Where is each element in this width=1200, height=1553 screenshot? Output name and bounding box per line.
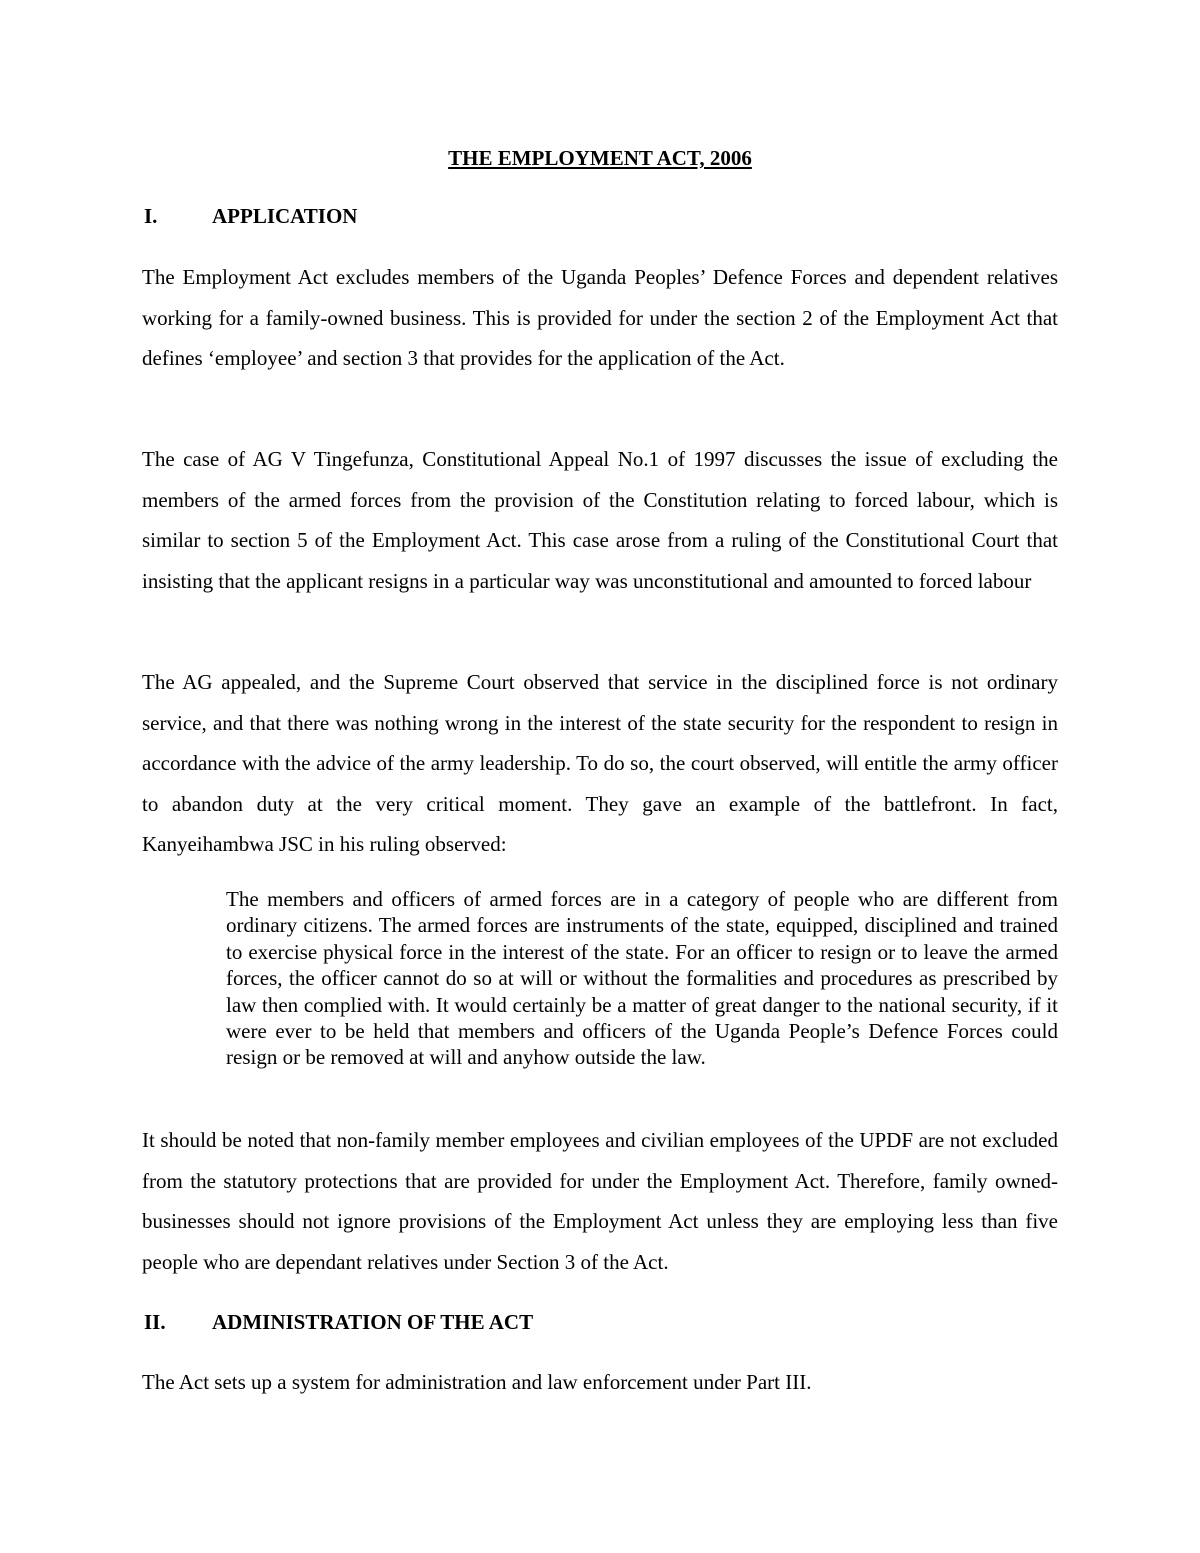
section-title: ADMINISTRATION OF THE ACT <box>212 1310 534 1334</box>
section-heading-application <box>144 204 357 229</box>
paragraph-tingefunza-case: The case of AG V Tingefunza, Constitutional Appeal No.1 of 1997 discusses the issue of excluding the members of the armed forces from the provision of the Constitution relating to forced labour, which is similar to section 5 of the Employment Act. This case arose from a ruling of the Constitutional Court that insisting that the applicant resigns in a particular way was unconstitutional and amounted to forced labour <box>142 447 1058 593</box>
paragraph-updf-employees: It should be noted that non-family member employees and civilian employees of the UPDF are not excluded from the statutory protections that are provided for under the Employment Act. Therefore, family owned-businesses should not ignore provisions of the Employment Act unless they are employing less than five people who are dependant relatives under Section 3 of the Act. <box>142 1128 1058 1274</box>
block-quote: The members and officers of armed forces are in a category of people who are different from ordinary citizens. The armed forces are instruments of the state, equipped, disciplined and trained to exercise physical force in the interest of the state. For an officer to resign or to leave the armed forces, the officer cannot do so at will or without the formalities and procedures as prescribed by law then complied with. It would certainly be a matter of great danger to the national security, if it were ever to be held that members and officers of the Uganda People’s Defence Forces could resign or be removed at will and anyhow outside the law. <box>226 887 1058 1070</box>
paragraph-exclusions: The Employment Act excludes members of the Uganda Peoples’ Defence Forces and dependent relatives working for a family-owned business. This is provided for under the section 2 of the Employment Act that defines ‘employee’ and section 3 that provides for the application of the Act. <box>142 265 1058 371</box>
section-heading-administration <box>144 1310 533 1335</box>
paragraph-administration: The Act sets up a system for administration and law enforcement under Part III. <box>142 1370 812 1394</box>
section-title: APPLICATION <box>212 204 358 228</box>
section-number: II. <box>144 1310 166 1334</box>
document-title: THE EMPLOYMENT ACT, 2006 <box>448 146 752 170</box>
section-number: I. <box>144 204 158 228</box>
paragraph-supreme-court: The AG appealed, and the Supreme Court observed that service in the disciplined force is not ordinary service, and that there was nothing wrong in the interest of the state security for the respondent to resign in accordance with the advice of the army leadership. To do so, the court observed, will entitle the army officer to abandon duty at the very critical moment. They gave an example of the battlefront. In fact, Kanyeihambwa JSC in his ruling observed: <box>142 670 1058 857</box>
